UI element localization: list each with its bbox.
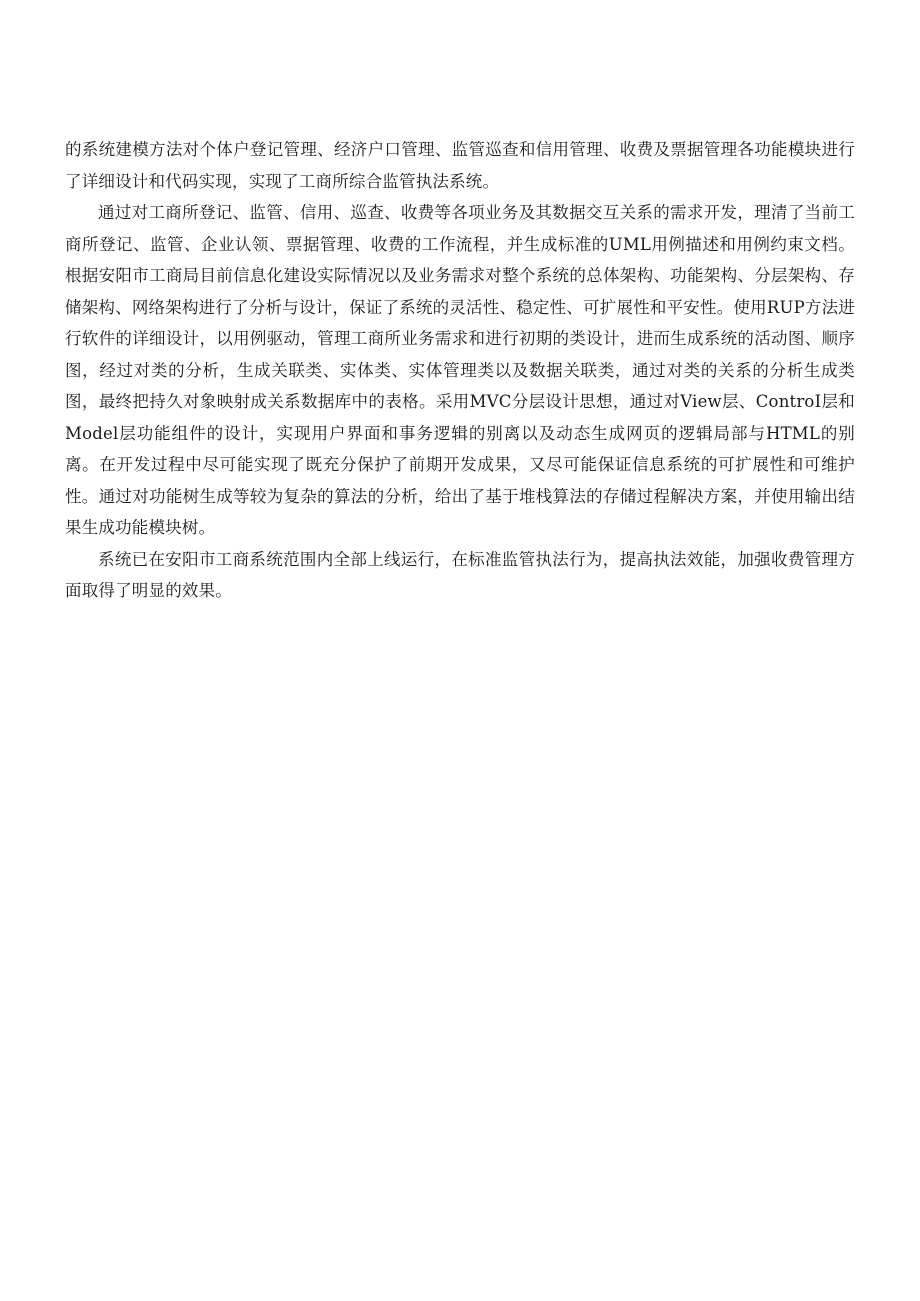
document-body bbox=[65, 134, 855, 607]
paragraph-requirements-design: 通过对工商所登记、监管、信用、巡查、收费等各项业务及其数据交互关系的需求开发，理清了当前工商所登记、监管、企业认领、票据管理、收费的工作流程，并生成标准的UML用例描述和用例约束文档。根据安阳市工商局目前信息化建设实际情况以及业务需求对整个系统的总体架构、功能架构、分层架构、存储架构、网络架构进行了分析与设计，保证了系统的灵活性、稳定性、可扩展性和平安性。使用RUP方法进行软件的详细设计，以用例驱动，管理工商所业务需求和进行初期的类设计，进而生成系统的活动图、顺序图，经过对类的分析，生成关联类、实体类、实体管理类以及数据关联类，通过对类的关系的分析生成类图，最终把持久对象映射成关系数据库中的表格。采用MVC分层设计思想，通过对View层、ControI层和Model层功能组件的设计，实现用户界面和事务逻辑的别离以及动态生成网页的逻辑局部与HTML的别离。在开发过程中尽可能实现了既充分保护了前期开发成果，又尽可能保证信息系统的可扩展性和可维护性。通过对功能树生成等较为复杂的算法的分析，给出了基于堆栈算法的存储过程解决方案，并使用输出结果生成功能模块树。 bbox=[65, 203, 855, 537]
paragraph-continuation: 的系统建模方法对个体户登记管理、经济户口管理、监管巡查和信用管理、收费及票据管理各功能模块进行了详细设计和代码实现，实现了工商所综合监管执法系统。 bbox=[65, 140, 855, 191]
paragraph-deployment-result: 系统已在安阳市工商系统范围内全部上线运行，在标准监管执法行为，提高执法效能，加强收费管理方面取得了明显的效果。 bbox=[65, 549, 855, 600]
